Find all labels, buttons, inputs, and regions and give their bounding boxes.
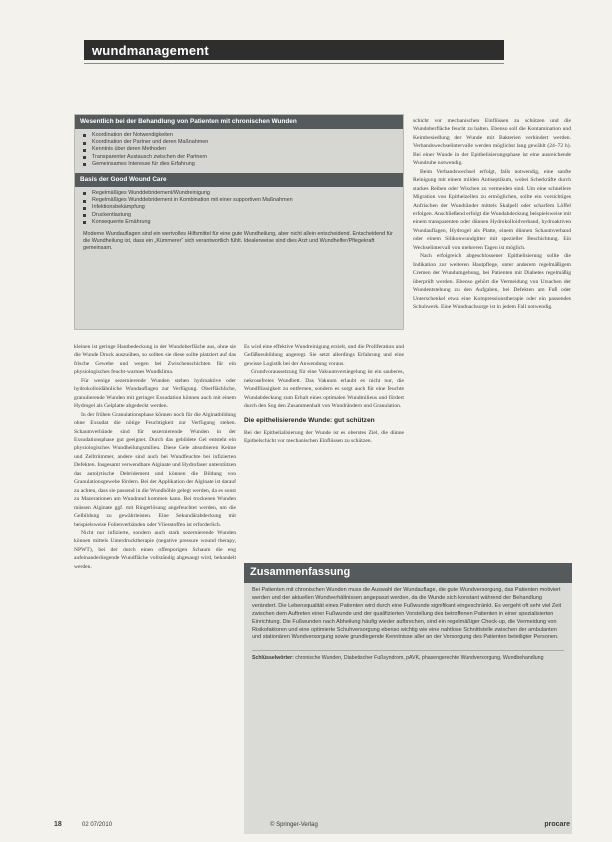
list-item: Kenntnis über deren Methoden <box>83 146 397 153</box>
issue-info: 02 07/2010 <box>82 822 113 828</box>
journal-brand: procare <box>544 821 570 828</box>
paragraph: Nicht nur infizierte, sondern auch stark sezernierende Wunden können mittels Unterdrucktherapie (negative pressure wound therapy, NPWT), bei der durch einen offenporigen Schaum die eng aufeinanderliegende Wundfläche vollständig abgesaugt wird, behandelt werden. <box>74 529 236 570</box>
paragraph: kleinen ist geringe Hautbedeckung in der Wundoberfläche aus, ohne sie die Wunde Druck auszuüben, so sollten sie diese sollte platziert auf das frische Gewebe und wegen bei Zwischenschichten für ein physiologisches feucht-warmes Wundklima. <box>74 344 236 376</box>
publisher: © Springer-Verlag <box>270 822 318 828</box>
body-column-1 <box>74 343 236 830</box>
keywords-text: chronische Wunden, Diabetischer Fußsyndrom, pAVK, phasengerechte Wundversorgung, Wundbehandlung <box>295 655 544 662</box>
keywords <box>244 651 572 662</box>
section-header <box>84 40 504 60</box>
list-item: Gemeinsames Interesse für dies Erfahrung <box>83 161 397 168</box>
summary-title: Zusammenfassung <box>244 563 572 583</box>
paragraph: Beim Verbandswechsel erfolgt, falls notwendig, eine sanfte Reinigung mit einem milden Antiseptikum, wobei Scherkräfte durch starkes Reiben oder Wischen zu vermeiden sind. Um eine schnellere Migration von Epithelzellen zu ermöglichen, sollte ein vorsichtiges Anfrischen der Wundränder mittels Skalpell oder scharfem Löffel erfolgen. Anschließend erfolgt die Wundabdeckung beispielsweise mit einem transparenten oder dünnen Hydrokolloidverband, hydroaktiven Wundauflagen, Hydrogel als Platte, einem dünnen Schaumverband oder einem Silikonwundgitter mit spezieller Beschichtung. Ein Wechselintervall von mehreren Tagen ist möglich. <box>413 168 571 251</box>
list-item: Regelmäßiges Wunddebridement in Kombination mit einer supportiven Maßnahmen <box>83 197 397 204</box>
paragraph: Grundvoraussetzung für eine Vakuumversiegelung ist ein sauberes, nekrosefreies Wundbett. Das Vakuum erlaubt es nicht nur, die Wundflüssigkeit zu entfernen, sondern es sorgt auch für eine feuchte Wundabdeckung zum Erhalt eines optimalen Wundmilieus und fördert durch den Sog den Zusammenhalt von Wundrändern und Granulation. <box>244 369 404 410</box>
list-item: Transparenter Austausch zwischen der Partnern <box>83 154 397 161</box>
header-divider <box>84 63 504 64</box>
body-column-3 <box>413 117 571 551</box>
paragraph: Für wenige sezernierende Wunden stehen hydroaktive oder hydrokolloidähnliche Wundauflagen zur Verfügung. Oberflächliche, granulierende Wunden mit geringer Exsudation können auch mit einem Hydrogel als Gelplatte abgedeckt werden. <box>74 377 236 410</box>
body-column-2 <box>244 343 404 549</box>
summary-box <box>244 563 572 834</box>
list-item: Infektionsbekämpfung <box>83 204 397 211</box>
section-title: wundmanagement <box>92 43 209 58</box>
info-box-title-2: Basis der Good Wound Care <box>75 173 403 187</box>
list-item: Konsequente Ernährung <box>83 219 397 226</box>
page-footer <box>54 821 570 833</box>
info-box-list-1 <box>75 129 403 170</box>
page-number: 18 <box>54 821 62 828</box>
keywords-label: Schlüsselwörter: <box>252 655 294 662</box>
paragraph: Nach erfolgreich abgeschlossener Epithelisierung sollte die Indikation zur weiteren Hautpflege, unter anderem regelmäßigem Cremen der Wundumgebung, bei Patienten mit Diabetes regelmäßig überprüft werden. Ebenso gehört die Vermeidung von Ursachen der Wundentstehung zu den Aufgaben, bei Defekten am Fuß oder Unterschenkel etwa eine Kompressionstherapie oder ein passendes Schuhwerk. Eine Wundnachsorge ist in jedem Fall notwendig. <box>413 253 571 310</box>
info-box <box>74 114 404 330</box>
paragraph: Es wird eine effektive Wundreinigung erzielt, und die Proliferation und Gefäßneubildung angeregt. Sie setzt allerdings Erfahrung und eine gewisse Logistik bei der Anwendung voraus. <box>244 344 404 367</box>
paragraph: In der frühen Granulationsphase können noch für die Alginatbildung ohne Exsudat die nötige Feuchtigkeit zur Verfügung stehen. Schaumverbände sind für sezernierende Wunden in der Exsudationsphase gut geeignet. Durch das gebildete Gel entsteht ein physiologisches Wundheilungsmilieu. Diese Gele absorbieren Keime und Zelltrümmer, andere sind auch bei Wundfeuchte bei infizierten Defekten. Insgesamt verwendbare Alginate und Hydrofaser unterstützen das autolytische Debridement und können die Bildung von Granulationsgewebe fördern. Bei der Applikation der Alginate ist darauf zu achten, dass sie passend in die Wundhöhle gelegt werden, da es sonst zu Mazerationen am Wundrand kommen kann. Bei trockenen Wunden müssen Alginate ggf. mit Ringerlösung angefeuchtet werden, um die Gelbildung zu gewährleisten. Eine Sekundärabdeckung mit beispielsweise Folienverbänden oder Vliesstoffen ist erforderlich. <box>74 411 236 528</box>
list-item: Koordination der Notwendigkeiten <box>83 132 397 139</box>
paragraph: Bei der Epithelialisierung der Wunde ist es oberstes Ziel, die dünne Epithelschicht vor mechanischen Einflüssen zu schützen. <box>244 429 404 445</box>
subheading: Die epithelisierende Wunde: gut schützen <box>244 416 375 424</box>
paragraph: schicht vor mechanischen Einflüssen zu schützen und die Wundoberfläche feucht zu halten. Ebenso soll die Kontamination und Keimbesiedlung der Wunde mit Bakterien verhindert werden. Verbandswechselintervalle werden möglichst lang gewählt (24–72 h). Bei einer Wunde in der Epithelisierungsphase ist eine ausreichende Wundruhe notwendig. <box>413 118 571 167</box>
list-item: Regelmäßiges Wunddebridement/Wundreinigung <box>83 190 397 197</box>
info-box-list-2 <box>75 187 403 228</box>
info-box-paragraph: Moderne Wundauflagen sind ein wertvolles Hilfsmittel für eine gute Wundheilung, aber nicht allein entscheidend. Entscheidend für die Wundheilung ist, dass ein „Kümmerer“ sich verantwortlich fühlt. Idealerweise sind dies Arzt und Wundhelfer/Pflegekraft gemeinsam. <box>83 231 393 252</box>
summary-text: Bei Patienten mit chronischen Wunden muss die Auswahl der Wundauflage, die gute Wundversorgung, das Patienten motiviert werden und der aktuellen Wundverhältnissen angepasst werden, da die Wunde sich konstant während der Behandlung verändert. Die Lebensqualität eines Patienten wird durch eine Fußwunde signifikant eingeschränkt. Es vergeht oft sehr viel Zeit zwischen dem Auftreten einer Fußwunde und der qualifizierten Vorstellung des betroffenen Patienten in einer spezialisierten Einrichtung. Die Fußwunden nach Abheilung häufig wieder aufbrechen, sind ein regelmäßiger Check-up, die Vermeidung von Risikofaktoren und eine optimierte Schuhversorgung ebenso wichtig wie eine nahtlose Schnittstelle zwischen der ambulanten und stationären Wundversorgung sowie grundlegende Kenntnisse aller an der Versorgung des Patienten beteiligter Personen. <box>252 587 562 641</box>
list-item: Druckentlastung <box>83 212 397 219</box>
list-item: Koordination der Partner und deren Maßnahmen <box>83 139 397 146</box>
info-box-title-1: Wesentlich bei der Behandlung von Patienten mit chronischen Wunden <box>75 115 403 129</box>
